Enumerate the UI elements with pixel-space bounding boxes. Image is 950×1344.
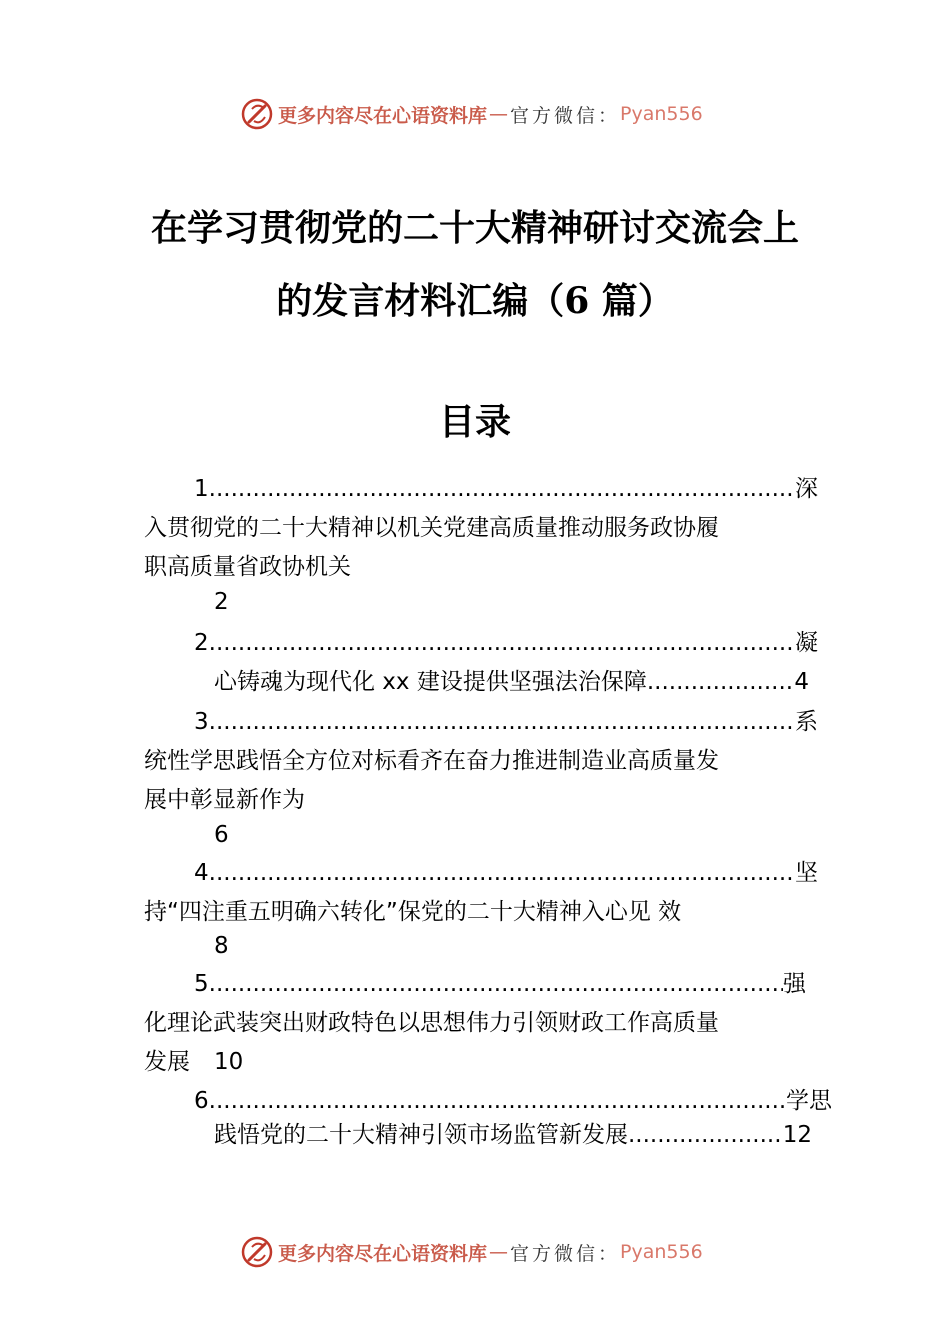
watermark-label: 官方微信： — [510, 104, 621, 127]
brand-logo-icon — [240, 1235, 274, 1269]
toc-entry-5-text-line2[interactable]: 发展 — [144, 1049, 190, 1075]
toc-entry-5-page: 10 — [214, 1049, 244, 1075]
toc-dot-leader — [209, 711, 795, 734]
document-title-line2: 的发言材料汇编（6 篇） — [276, 280, 674, 322]
toc-entry-1-leader[interactable] — [194, 478, 818, 501]
toc-entry-6-text-row[interactable] — [214, 1124, 812, 1147]
toc-entry-number: 2 — [194, 630, 209, 656]
toc-dot-leader — [209, 478, 795, 501]
toc-dot-leader — [209, 1090, 786, 1113]
toc-entry-1-text-line1[interactable]: 入贯彻党的二十大精神以机关党建高质量推动服务政协履 — [144, 515, 719, 541]
watermark-brand: 更多内容尽在心语资料库 — [278, 104, 488, 127]
brand-logo-icon — [240, 97, 274, 131]
toc-entry-number: 4 — [194, 860, 209, 886]
toc-entry-number: 5 — [194, 971, 209, 997]
toc-entry-3-text-line2[interactable]: 展中彰显新作为 — [144, 787, 305, 813]
toc-entry-3-page: 6 — [214, 822, 229, 848]
toc-entry-first-char: 坚 — [795, 860, 818, 886]
toc-dot-leader — [628, 1124, 783, 1147]
watermark-wechat-id: Pyan556 — [620, 1241, 703, 1263]
toc-entry-3-leader[interactable] — [194, 711, 818, 734]
watermark-footer — [240, 1235, 703, 1269]
toc-entry-6-text-line1: 践悟党的二十大精神引领市场监管新发展 — [214, 1122, 628, 1148]
watermark-brand: 更多内容尽在心语资料库 — [278, 1242, 488, 1265]
document-title-line1: 在学习贯彻党的二十大精神研讨交流会上 — [150, 207, 799, 249]
toc-entry-4-leader[interactable] — [194, 862, 818, 885]
toc-heading: 目录 — [438, 401, 511, 443]
toc-entry-5-text-line1[interactable]: 化理论武装突出财政特色以思想伟力引领财政工作高质量 — [144, 1010, 719, 1036]
toc-entry-5-leader[interactable] — [194, 973, 806, 996]
toc-entry-number: 3 — [194, 709, 209, 735]
toc-entry-2-text-line1: 心铸魂为现代化 xx 建设提供坚强法治保障 — [214, 669, 647, 695]
toc-entry-4-text-line1[interactable]: 持“四注重五明确六转化”保党的二十大精神入心见 效 — [144, 899, 682, 925]
toc-entry-first-char: 深 — [795, 476, 818, 502]
toc-entry-first-char: 凝 — [795, 630, 818, 656]
toc-entry-number: 1 — [194, 476, 209, 502]
toc-entry-4-page: 8 — [214, 933, 229, 959]
toc-entry-first-char: 强 — [783, 971, 806, 997]
watermark-wechat-id: Pyan556 — [620, 103, 703, 125]
toc-dot-leader — [209, 973, 783, 996]
toc-entry-2-page: 4 — [794, 669, 809, 695]
toc-entry-6-leader[interactable] — [194, 1090, 832, 1113]
toc-entry-first-char: 学思 — [786, 1088, 832, 1114]
toc-entry-2-text-row[interactable] — [214, 671, 809, 694]
toc-dot-leader — [209, 862, 795, 885]
toc-entry-1-page: 2 — [214, 589, 229, 615]
watermark-label: 官方微信： — [510, 1242, 621, 1265]
toc-entry-3-text-line1[interactable]: 统性学思践悟全方位对标看齐在奋力推进制造业高质量发 — [144, 748, 719, 774]
toc-entry-2-leader[interactable] — [194, 632, 818, 655]
watermark-dash: — — [489, 1241, 509, 1263]
toc-dot-leader — [647, 671, 795, 694]
watermark-header — [240, 97, 703, 131]
toc-dot-leader — [209, 632, 795, 655]
toc-entry-first-char: 系 — [795, 709, 818, 735]
watermark-dash: — — [489, 103, 509, 125]
toc-entry-6-page: 12 — [782, 1122, 812, 1148]
toc-entry-number: 6 — [194, 1088, 209, 1114]
toc-entry-1-text-line2[interactable]: 职高质量省政协机关 — [144, 554, 351, 580]
